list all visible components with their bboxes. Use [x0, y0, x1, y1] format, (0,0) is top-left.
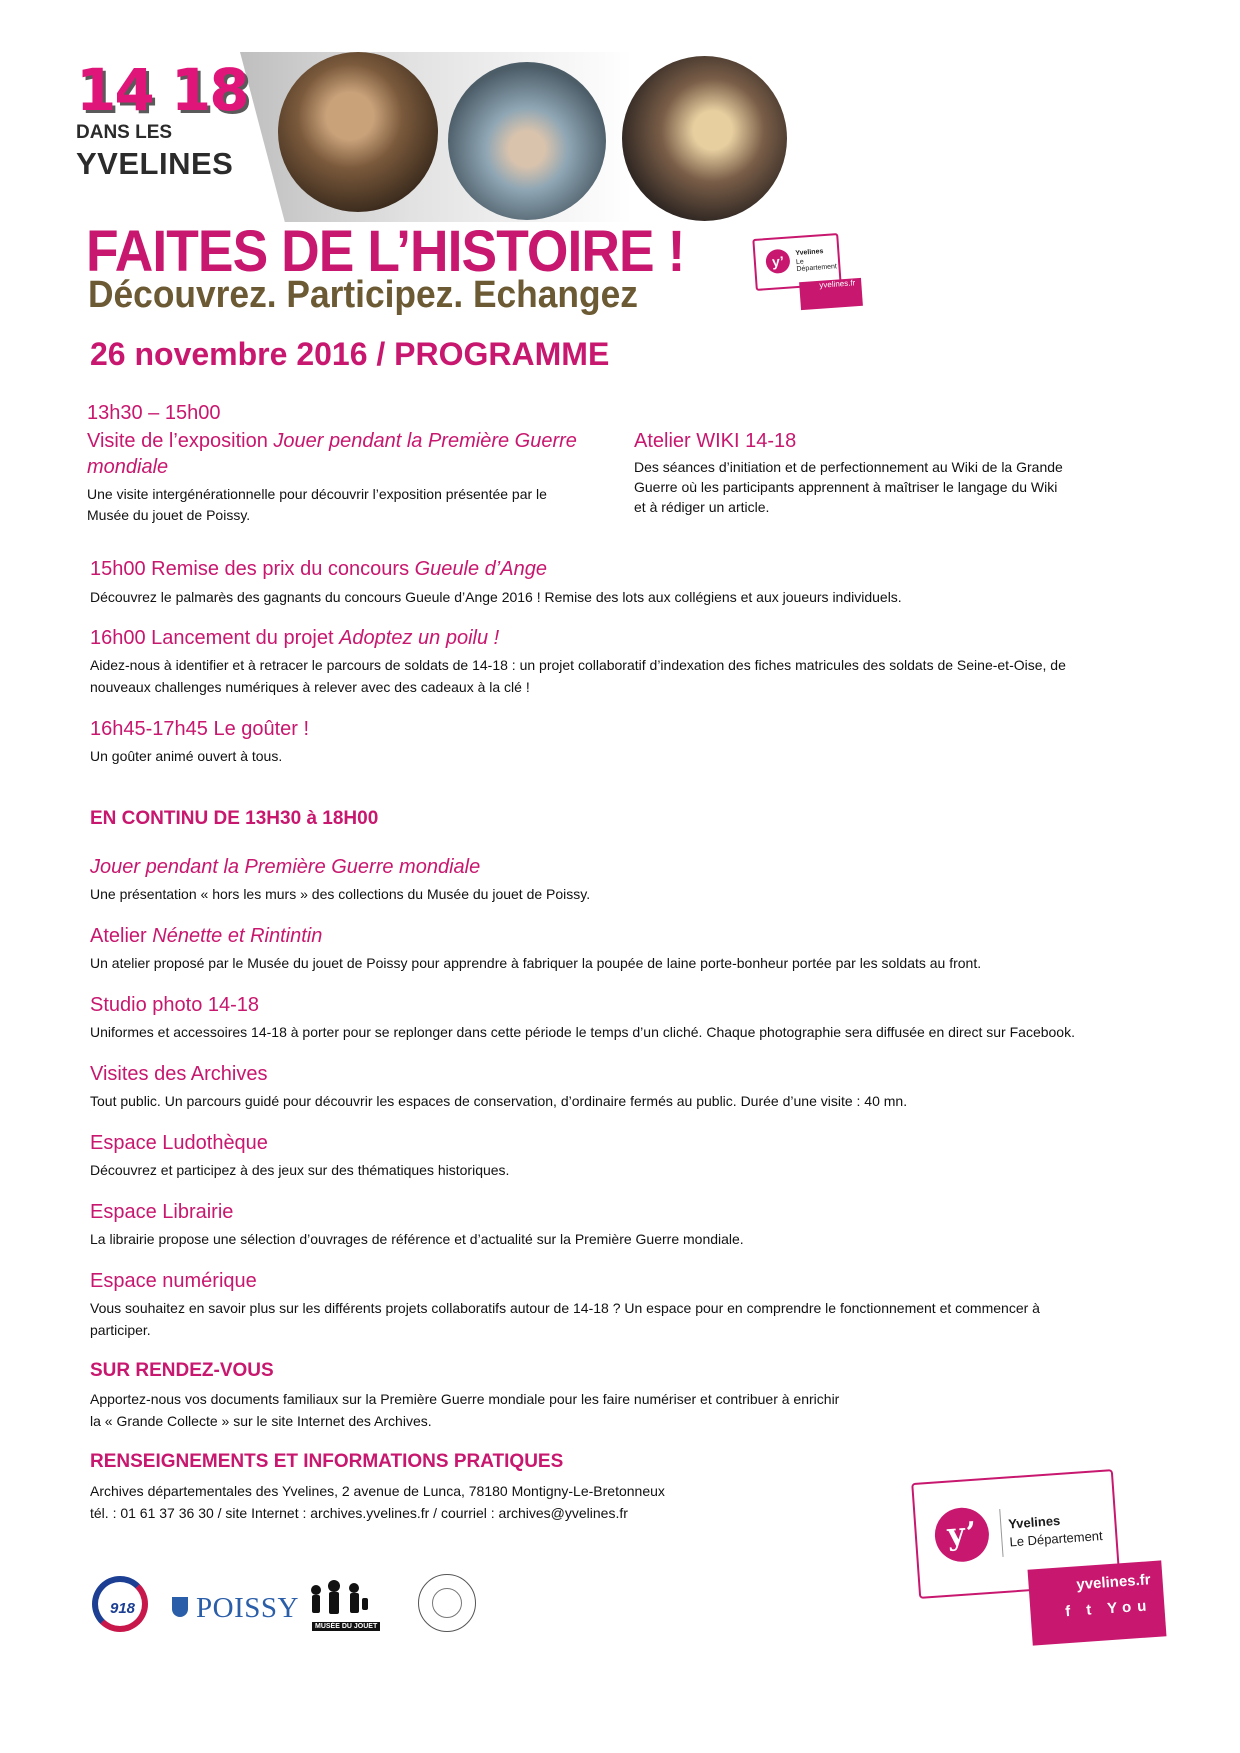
musee-du-jouet-label: MUSÉE DU JOUET — [312, 1622, 380, 1631]
continu-item-desc: Un atelier proposé par le Musée du jouet de Poissy pour apprendre à fabriquer la poupée de laine porte-bonheur portée par les soldats au front. — [90, 955, 982, 971]
photo-tablet-users — [622, 56, 787, 221]
poilu-title-italic: Adoptez un poilu ! — [339, 627, 500, 649]
continu-item-italic: Jouer pendant la Première Guerre mondiale — [90, 856, 481, 878]
cercle-genealogique-seal-inner — [432, 1588, 462, 1618]
social-icons: f t You — [1064, 1597, 1153, 1621]
badge-small-url[interactable] — [799, 278, 863, 310]
poissy-shield-icon — [172, 1597, 188, 1617]
gouter-desc: Un goûter animé ouvert à tous. — [90, 748, 283, 764]
continu-item-desc: Une présentation « hors les murs » des collections du Musée du jouet de Poissy. — [90, 886, 591, 902]
continu-item-title — [90, 923, 322, 949]
prix-title — [90, 556, 547, 582]
photo-group-computer — [448, 62, 606, 220]
rdv-desc-1: Apportez-nous vos documents familiaux sur la Première Guerre mondiale pour les faire numériser et contribuer à enrichir — [90, 1391, 840, 1407]
badge-small-line1: Yvelines — [795, 248, 824, 258]
wiki-desc-2: Guerre où les participants apprennent à maîtriser le langage du Wiki — [634, 479, 1058, 495]
continu-item-title: Studio photo 14-18 — [90, 994, 260, 1016]
continu-item-desc-2: participer. — [90, 1322, 151, 1338]
badge-large-line2: Le Département — [1009, 1527, 1104, 1550]
page-subtitle: Découvrez. Participez. Echangez — [88, 274, 638, 316]
logo-dans-les: DANS LES — [76, 122, 173, 143]
visite-desc-1: Une visite intergénérationnelle pour découvrir l’exposition présentée par le — [87, 486, 547, 502]
musee-du-jouet-logo — [304, 1576, 374, 1628]
continu-item-title: Espace Librairie — [90, 1201, 234, 1223]
photo-soldier-child — [278, 52, 438, 212]
continu-item-desc: La librairie propose une sélection d’ouvrages de référence et d’actualité sur la Première Guerre mondiale. — [90, 1231, 744, 1247]
poilu-title — [90, 625, 499, 651]
logo-1418: 14 18 — [76, 56, 248, 124]
continu-item-desc: Vous souhaitez en savoir plus sur les différents projets collaboratifs autour de 14-18 ? Un espace pour en comprendre le fonctionnement et commencer à — [90, 1300, 1040, 1316]
yvelines-url: yvelines.fr — [1075, 1571, 1152, 1594]
yvelines-y-icon: y’ — [765, 249, 791, 275]
continu-item-title: Visites des Archives — [90, 1063, 268, 1085]
wiki-title: Atelier WIKI 14-18 — [634, 430, 797, 452]
visite-title-italic-2: mondiale — [87, 456, 169, 478]
prix-desc: Découvrez le palmarès des gagnants du concours Gueule d’Ange 2016 ! Remise des lots aux collégiens et aux joueurs individuels. — [90, 589, 902, 605]
wiki-desc-1: Des séances d’initiation et de perfectionnement au Wiki de la Grande — [634, 459, 1063, 475]
continu-item-desc: Uniformes et accessoires 14-18 à porter pour se replonger dans cette période le temps d’un cliché. Chaque photographie sera diffusée en direct sur Facebook. — [90, 1024, 1075, 1040]
rdv-desc-2: la « Grande Collecte » sur le site Internet des Archives. — [90, 1413, 432, 1429]
continu-item-desc: Découvrez et participez à des jeux sur des thématiques historiques. — [90, 1162, 510, 1178]
visite-desc-2: Musée du jouet de Poissy. — [87, 507, 251, 523]
page-title: FAITES DE L’HISTOIRE ! — [86, 219, 685, 284]
infos-address: Archives départementales des Yvelines, 2 avenue de Lunca, 78180 Montigny-Le-Bretonneux — [90, 1483, 665, 1499]
visite-time: 13h30 – 15h00 — [87, 402, 221, 424]
poilu-title-prefix: 16h00 Lancement du projet — [90, 627, 340, 649]
rdv-heading: SUR RENDEZ-VOUS — [90, 1360, 274, 1381]
continu-item-title: Espace numérique — [90, 1270, 257, 1292]
yvelines-url-block[interactable] — [1028, 1560, 1167, 1645]
continu-heading: EN CONTINU DE 13H30 à 18H00 — [90, 808, 379, 829]
prix-title-italic: Gueule d’Ange — [414, 558, 547, 580]
continu-item-prefix: Atelier — [90, 925, 153, 947]
gouter-title: 16h45-17h45 Le goûter ! — [90, 718, 310, 740]
poilu-desc-2: nouveaux challenges numériques à relever avec des cadeaux à la clé ! — [90, 679, 530, 695]
prix-title-prefix: 15h00 Remise des prix du concours — [90, 558, 415, 580]
badge-large-line1: Yvelines — [1007, 1512, 1061, 1532]
continu-item-desc: Tout public. Un parcours guidé pour découvrir les espaces de conservation, d’ordinaire fermés au public. Durée d’une visite : 40 mn. — [90, 1093, 908, 1109]
badge-small-line2: Le Département — [795, 258, 838, 274]
badge-small-url-text: yvelines.fr — [819, 278, 856, 290]
continu-item-title: Espace Ludothèque — [90, 1132, 268, 1154]
continu-item-italic: Nénette et Rintintin — [152, 925, 323, 947]
poissy-logo: POISSY — [196, 1592, 299, 1624]
infos-heading: RENSEIGNEMENTS ET INFORMATIONS PRATIQUES — [90, 1451, 564, 1472]
wiki-desc-3: et à rédiger un article. — [634, 499, 770, 515]
infos-contact[interactable]: tél. : 01 61 37 36 30 / site Internet : archives.yvelines.fr / courriel : archives@yvelines.fr — [90, 1505, 628, 1521]
badge-divider — [999, 1509, 1003, 1557]
visite-title-prefix: Visite de l’exposition — [87, 430, 274, 452]
centenaire-logo-text: 918 — [110, 1600, 136, 1617]
visite-title — [87, 428, 627, 480]
visite-title-italic: Jouer pendant la Première Guerre — [273, 430, 577, 452]
continu-item-title — [90, 854, 480, 880]
date-programme-heading: 26 novembre 2016 / PROGRAMME — [90, 336, 610, 372]
yvelines-y-icon: y’ — [933, 1506, 991, 1564]
poilu-desc-1: Aidez-nous à identifier et à retracer le parcours de soldats de 14-18 : un projet collaboratif d’indexation des fiches matricules des soldats de Seine-et-Oise, de — [90, 657, 1066, 673]
logo-yvelines: YVELINES — [76, 146, 234, 181]
